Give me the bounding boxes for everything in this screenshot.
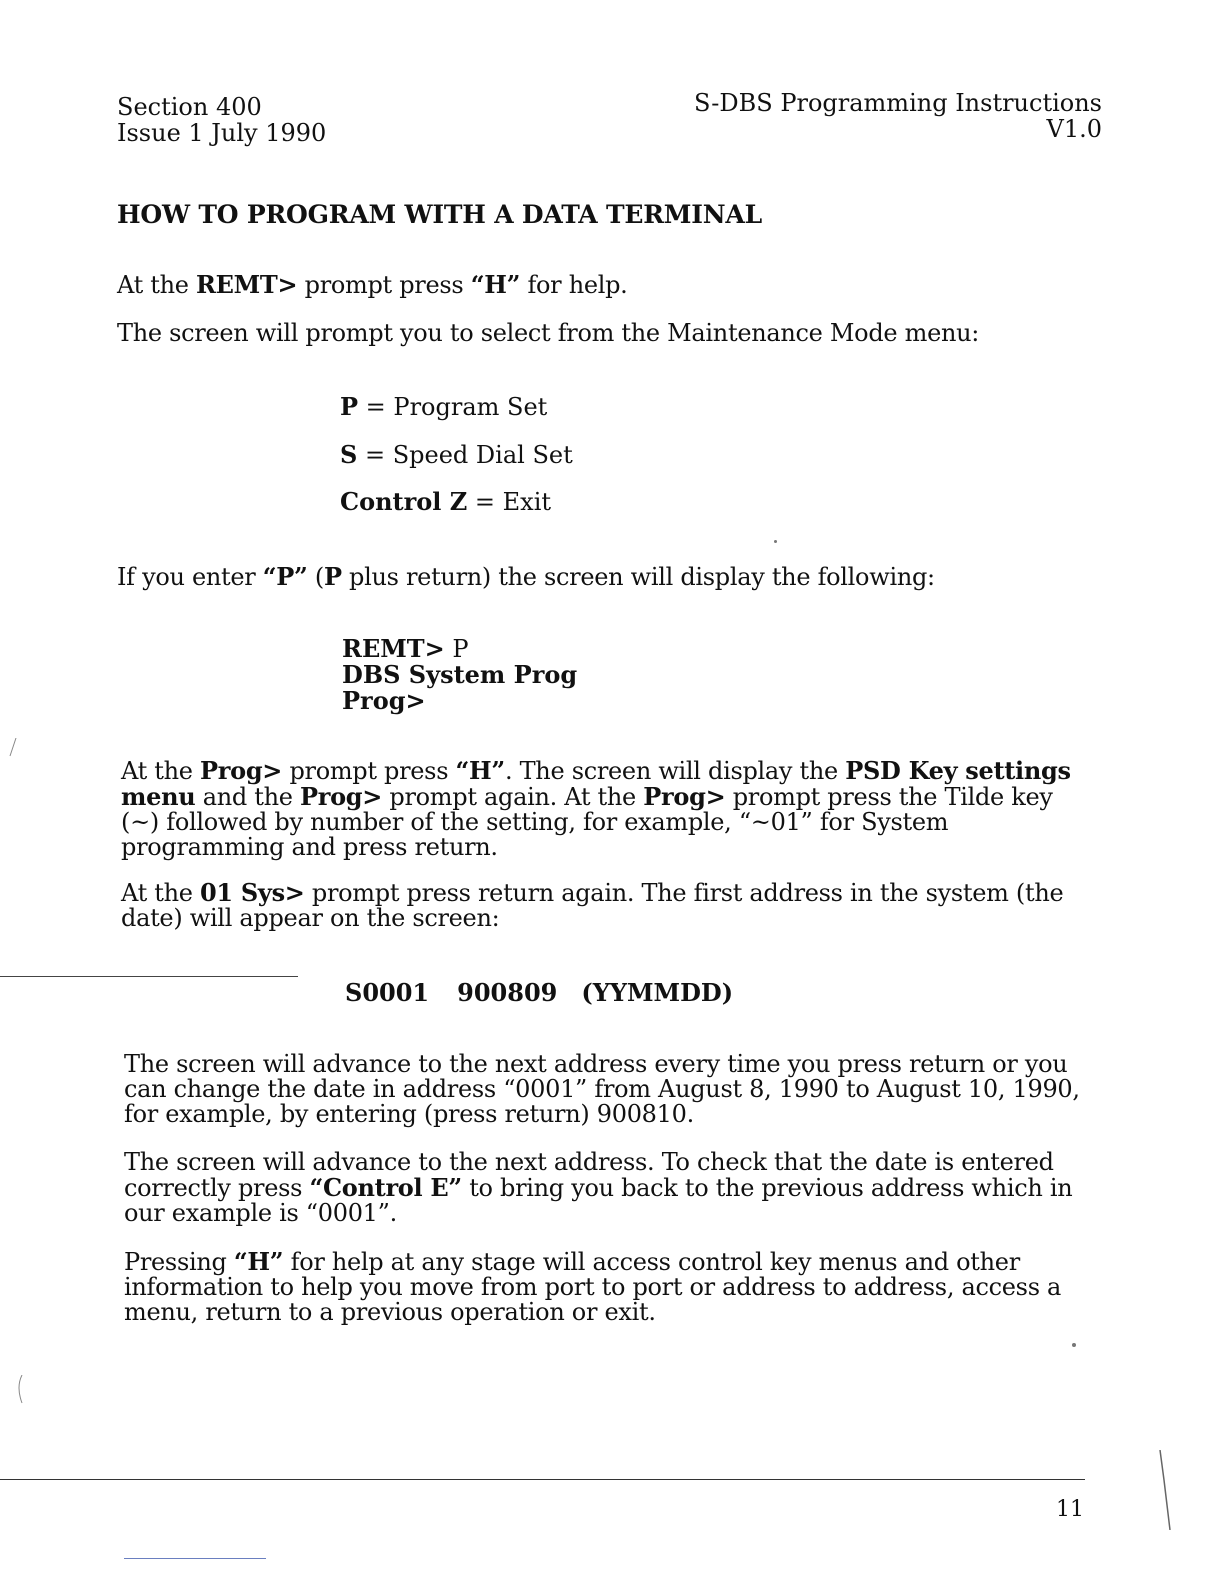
text-run: If you enter (117, 563, 263, 591)
scan-edge-mark (16, 1375, 26, 1405)
text-run: At the (117, 271, 197, 299)
scan-line-left (0, 976, 298, 977)
scan-line-bottom (124, 1558, 266, 1559)
text-run: prompt press the Tilde key (~) followed by number of the setting, for example, “~01” for System programming and press return. (121, 783, 1053, 861)
prog-prompt: Prog> (643, 782, 726, 811)
key-p: P (323, 562, 342, 591)
menu-key: S (340, 440, 358, 469)
header-left (117, 94, 326, 146)
entered-key: P (444, 635, 469, 663)
menu-item-exit (340, 489, 551, 515)
screen-display-date (345, 980, 733, 1006)
screen-line: Prog> (342, 686, 426, 715)
menu-desc: = Exit (467, 488, 552, 516)
psd-key-settings-menu: PSD Key settings menu (121, 756, 1071, 811)
menu-desc: = Speed Dial Set (357, 441, 573, 469)
header-right (694, 90, 1102, 142)
menu-desc: = Program Set (358, 393, 548, 421)
paragraph-help (117, 272, 1107, 298)
sys-prompt: 01 Sys> (200, 878, 305, 907)
paragraph-advance-address: The screen will advance to the next address every time you press return or you can change the date in address “0001” from August 8, 1990 to August 10, 1990, for example, by entering (press return) 900810. (124, 1050, 1080, 1128)
paragraph-control-e (124, 1150, 1084, 1226)
page-title: HOW TO PROGRAM WITH A DATA TERMINAL (117, 200, 762, 229)
text-run: to bring you back to the previous address which in our example is “0001”. (124, 1174, 1073, 1227)
text-run: ( (307, 563, 324, 591)
remt-prompt: REMT> (196, 270, 298, 299)
text-run: prompt again. At the (382, 783, 644, 811)
remt-prompt: REMT> (342, 634, 445, 663)
text-run: At the (121, 757, 201, 785)
date-format: (YYMMDD) (581, 978, 734, 1007)
scan-speck (774, 540, 777, 543)
key-p-quoted: “P” (262, 562, 308, 591)
text-run: for help. (520, 271, 628, 299)
text-run: prompt press (297, 271, 471, 299)
section-label: Section 400 (117, 93, 262, 121)
paragraph-menu-intro: The screen will prompt you to select from the Maintenance Mode menu: (117, 319, 980, 347)
document-version: V1.0 (1046, 115, 1102, 143)
paragraph-help-stage (124, 1249, 1109, 1325)
scan-edge-mark (1158, 1450, 1172, 1530)
prog-prompt: Prog> (300, 782, 383, 811)
screen-display-prog (342, 636, 577, 714)
menu-item-speed-dial-set (340, 442, 573, 468)
paragraph-prog-prompt (121, 758, 1081, 860)
scan-speck (1072, 1343, 1076, 1347)
menu-item-program-set (340, 394, 547, 420)
page-number: 11 (1056, 1497, 1084, 1522)
text-run: At the (121, 879, 201, 907)
date-value: 900809 (457, 978, 558, 1007)
key-h: “H” (470, 270, 521, 299)
issue-date: Issue 1 July 1990 (117, 119, 327, 147)
screen-line (342, 636, 577, 662)
text-run: plus return) the screen will display the following: (341, 563, 935, 591)
text-run: and the (195, 783, 300, 811)
footer-rule (0, 1479, 1085, 1480)
paragraph-enter-p (117, 564, 1107, 590)
prog-prompt: Prog> (200, 756, 283, 785)
key-control-e: “Control E” (309, 1173, 462, 1202)
key-h: “H” (233, 1247, 284, 1276)
text-run: The screen will advance to the next address. To check that the date is entered correctly press (124, 1148, 1054, 1202)
screen-line: DBS System Prog (342, 660, 578, 689)
scan-edge-mark (8, 738, 18, 758)
text-run: for help at any stage will access control key menus and other information to help you move from port to port or address to address, access a menu, return to a previous operation or exit. (124, 1248, 1062, 1326)
text-run: Pressing (124, 1248, 234, 1276)
key-h: “H” (455, 756, 505, 785)
menu-key: Control Z (340, 487, 468, 516)
text-run: . The screen will display the (504, 757, 846, 785)
document-title: S-DBS Programming Instructions (693, 89, 1102, 117)
paragraph-sys-prompt (121, 880, 1091, 931)
address-code: S0001 (345, 978, 430, 1007)
text-run: prompt press (282, 757, 456, 785)
text-run: prompt press return again. The first address in the system (the date) will appear on the screen: (121, 879, 1064, 932)
menu-key: P (340, 392, 359, 421)
